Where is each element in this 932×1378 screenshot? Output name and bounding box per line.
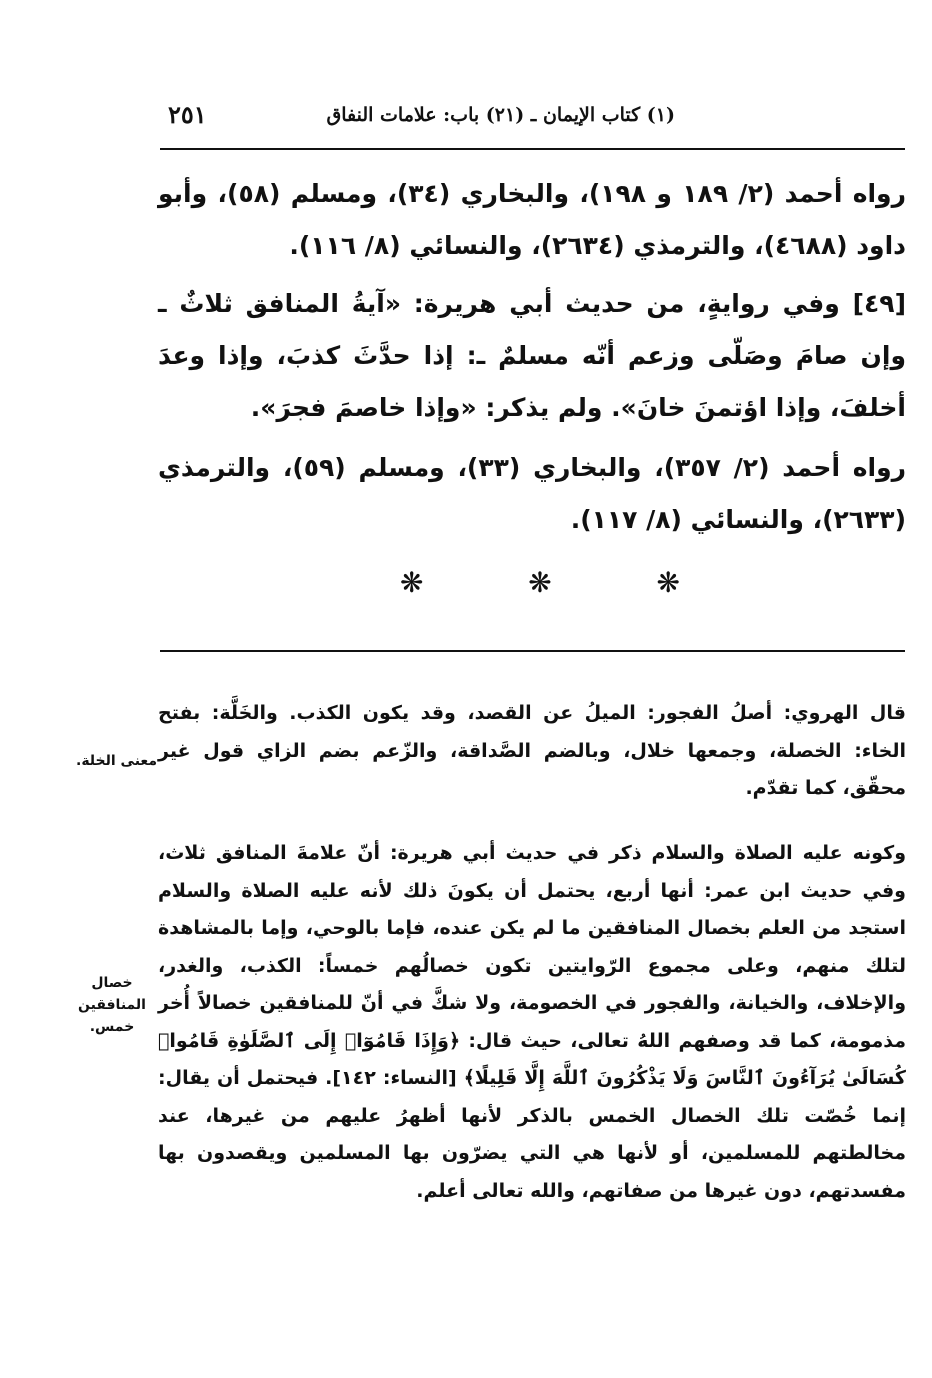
commentary-rule bbox=[160, 650, 905, 652]
margin-note-khalla: معنى الخلة. bbox=[76, 753, 157, 769]
running-head: (١) كتاب الإيمان ـ (٢١) باب: علامات النفاق bbox=[326, 104, 675, 126]
separator-star: ❋ bbox=[528, 566, 552, 599]
margin-note-khisal: خصال المنافقين خمس. bbox=[78, 975, 146, 1035]
page-number: ٢٥١ bbox=[168, 100, 207, 129]
hadith-49-paragraph: [٤٩] وفي روايةٍ، من حديث أبي هريرة: «آيةُ المنافق ثلاثٌ ـ وإن صامَ وصَلّى وزعم أنّه مسلمٌ ـ: إذا حدَّثَ كذبَ، وإذا وعدَ أخلفَ، وإذا اؤتمنَ خانَ». ولم يذكر: «وإذا خاصمَ فجرَ». bbox=[158, 289, 906, 422]
commentary-paragraph-2: وكونه عليه الصلاة والسلام ذكر في حديث أبي هريرة: أنّ علامةَ المنافق ثلاث، وفي حديث ابن عمر: أنها أربع، يحتمل أن يكونَ ذلك لأنه عليه الصلاة والسلام استجد من العلم بخصال المنافقين ما لم يكن عنده، فإما بالوحي، وإما بالمشاهدة لتلك منهم، وعلى مجموع الرّوايتين تكون خصالُهم خمساً: الكذب، والغدر، والإخلاف، والخيانة، والفجور في الخصومة، ولا شكَّ في أنّ للمنافقين خصالاً أُخر مذمومة، كما قد وصفهم اللهُ تعالى، حيث قال: ﴿وَإِذَا قَامُوٓا۟ إِلَى ٱلصَّلَوٰةِ قَامُوا۟ كُسَالَىٰ يُرَآءُونَ ٱلنَّاسَ وَلَا يَذْكُرُونَ ٱللَّهَ إِلَّا قَلِيلًا﴾ [النساء: ١٤٢]. فيحتمل أن يقال: إنما خُصّت تلك الخصال الخمس بالذكر لأنها أظهرُ عليهم من غيرها، عند مخالطتهم للمسلمين، أو لأنها هي التي يضرّون بها المسلمين ويقصدون بها مفسدتهم، دون غيرها من صفاتهم، والله تعالى أعلم. bbox=[158, 842, 906, 1202]
commentary-paragraph-1: قال الهروي: أصلُ الفجور: الميلُ عن القصد، وقد يكون الكذب. والخَلَّة: بفتح الخاء: الخصلة، وجمعها خلال، وبالضم الصَّداقة، والزّعم بضم الزاي قول غير محقّق، كما تقدّم. bbox=[158, 702, 906, 799]
header-rule bbox=[160, 148, 905, 150]
takhrij-paragraph-2: رواه أحمد (٢/ ٣٥٧)، والبخاري (٣٣)، ومسلم (٥٩)، والترمذي (٢٦٣٣)، والنسائي (٨/ ١١٧). bbox=[158, 453, 907, 534]
separator-star: ❋ bbox=[400, 566, 424, 599]
section-separator bbox=[400, 566, 680, 599]
takhrij-paragraph-1: رواه أحمد (٢/ ١٨٩ و ١٩٨)، والبخاري (٣٤)، ومسلم (٥٨)، وأبو داود (٤٦٨٨)، والترمذي (٢٦٣٤)، والنسائي (٨/ ١١٦). bbox=[158, 179, 906, 260]
separator-star: ❋ bbox=[656, 566, 680, 599]
page-header bbox=[160, 100, 905, 136]
